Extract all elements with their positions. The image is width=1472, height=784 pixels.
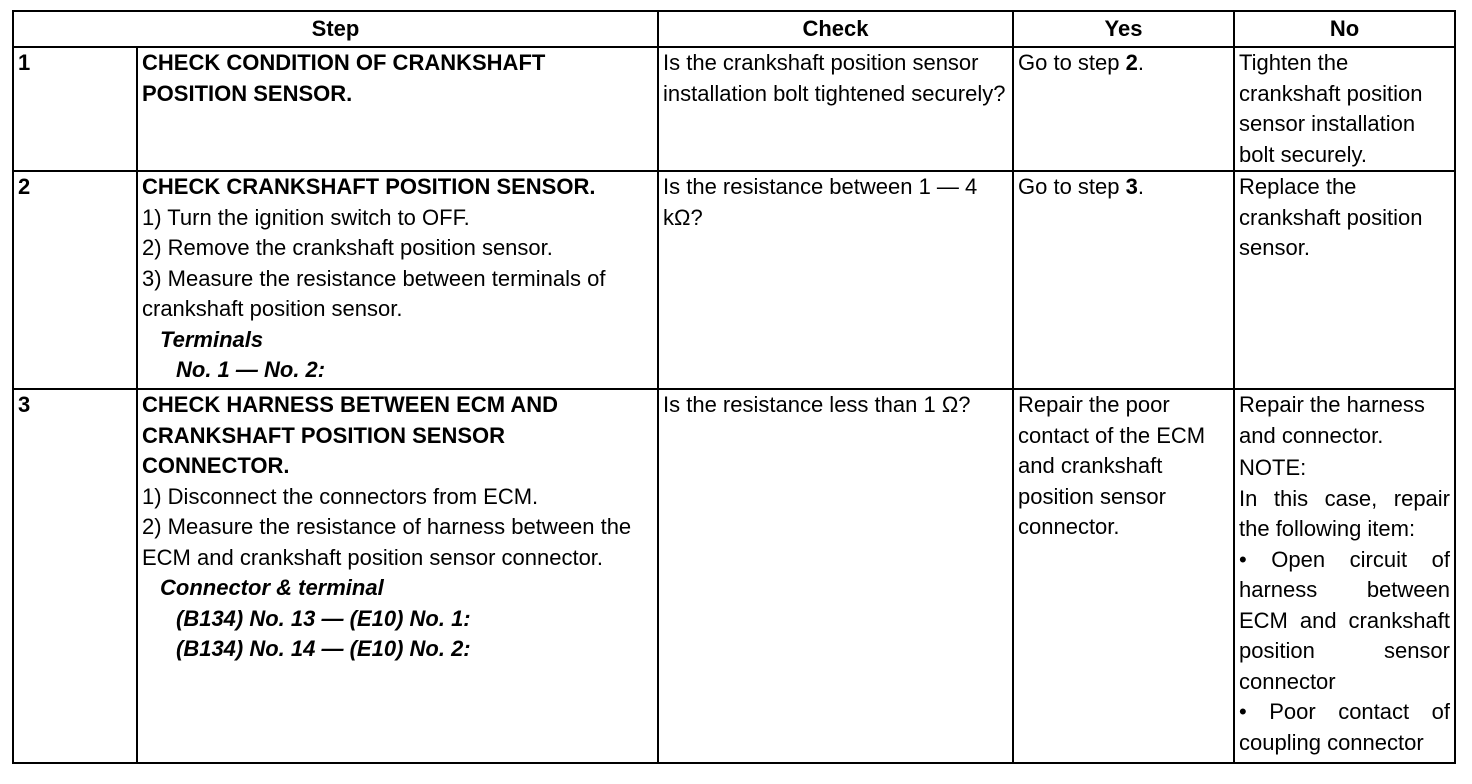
procedure-step: 1) Disconnect the connectors from ECM. [142, 483, 539, 509]
spec-label: Terminals [160, 326, 264, 352]
procedure-step: 2) Measure the resistance of harness between the ECM and crankshaft position sensor connector. [142, 514, 632, 570]
step-title: CHECK CONDITION OF CRANKSHAFT POSITION SENSOR. [142, 50, 546, 106]
check-cell: Is the resistance less than 1 Ω? [658, 389, 1013, 763]
step-cell [137, 389, 658, 763]
procedure-step: 2) Remove the crankshaft position sensor. [142, 235, 553, 260]
yes-suffix: . [1137, 174, 1144, 199]
yes-text: Go to step [1018, 174, 1126, 199]
diagnostic-table [12, 10, 1456, 764]
yes-step-link: 3 [1125, 174, 1138, 199]
yes-suffix: . [1137, 50, 1144, 75]
yes-cell [1013, 171, 1234, 389]
header-check: Check [658, 11, 1013, 47]
procedure-step: 1) Turn the ignition switch to OFF. [142, 204, 470, 230]
step-number: 1 [13, 47, 137, 171]
header-step: Step [13, 11, 658, 47]
spec-value: (B134) No. 13 — (E10) No. 1: [176, 605, 471, 631]
check-cell: Is the crankshaft position sensor installation bolt tightened securely? [658, 47, 1013, 171]
table-row [13, 171, 1455, 389]
no-main-text: Repair the harness and connector. [1239, 392, 1425, 448]
no-cell: Replace the crankshaft position sensor. [1234, 171, 1455, 389]
header-row [13, 11, 1455, 47]
table-row [13, 389, 1455, 763]
step-number: 2 [13, 171, 137, 389]
note-item: • Open circuit of harness between ECM and crankshaft position sensor connector [1239, 546, 1450, 694]
header-yes: Yes [1013, 11, 1234, 47]
check-cell: Is the resistance between 1 — 4 kΩ? [658, 171, 1013, 389]
yes-cell: Repair the poor contact of the ECM and crankshaft position sensor connector. [1013, 389, 1234, 763]
no-cell [1234, 389, 1455, 763]
table-row [13, 47, 1455, 171]
no-cell: Tighten the crankshaft position sensor installation bolt securely. [1234, 47, 1455, 171]
header-no: No [1234, 11, 1455, 47]
spec-label: Connector & terminal [160, 575, 384, 600]
step-title: CHECK HARNESS BETWEEN ECM AND CRANKSHAFT POSITION SENSOR CONNECTOR. [142, 392, 558, 478]
note-label: NOTE: [1239, 455, 1307, 480]
procedure-step: 3) Measure the resistance between terminals of crankshaft position sensor. [142, 265, 606, 321]
step-cell [137, 171, 658, 389]
step-number: 3 [13, 389, 137, 763]
yes-text: Go to step [1018, 50, 1126, 75]
step-title: CHECK CRANKSHAFT POSITION SENSOR. [142, 174, 596, 199]
step-cell [137, 47, 658, 171]
note-item: • Poor contact of coupling connector [1239, 699, 1450, 755]
yes-cell [1013, 47, 1234, 171]
spec-value: No. 1 — No. 2: [176, 357, 326, 382]
note-intro: In this case, repair the following item: [1239, 485, 1450, 541]
yes-step-link: 2 [1125, 50, 1138, 75]
spec-value: (B134) No. 14 — (E10) No. 2: [176, 636, 471, 661]
